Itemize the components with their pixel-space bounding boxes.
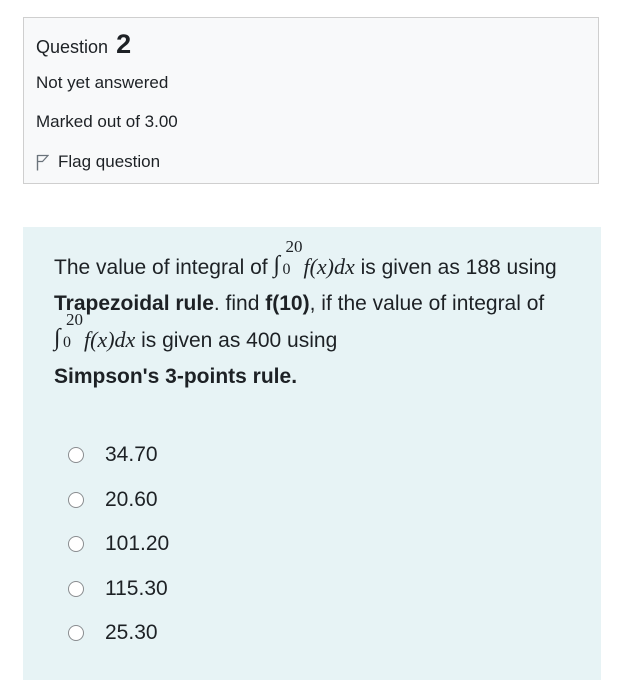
integral1-lower-limit: 0 xyxy=(282,261,291,278)
question-text-part2: is given as 188 using xyxy=(354,256,557,279)
method-simpson: Simpson's 3-points rule. xyxy=(54,365,298,388)
question-text-part5: is given as 400 using xyxy=(135,329,338,352)
answer-label: 101.20 xyxy=(105,532,170,555)
question-status: Not yet answered xyxy=(36,73,169,92)
question-text-part3: . find xyxy=(213,292,266,315)
method-trapezoidal: Trapezoidal rule xyxy=(54,292,214,315)
answer-option[interactable] xyxy=(68,433,169,477)
radio-button[interactable] xyxy=(68,492,84,508)
integral-expression-1 xyxy=(273,237,355,279)
integral-sign-1: ∫ 20 0 xyxy=(273,237,303,278)
answer-label: 115.30 xyxy=(105,576,168,600)
radio-button[interactable] xyxy=(68,625,84,641)
flag-question-label: Flag question xyxy=(58,152,161,171)
integral2-upper-limit: 20 xyxy=(66,310,83,329)
answer-label: 25.30 xyxy=(105,621,158,644)
question-number: 2 xyxy=(116,29,132,59)
question-title xyxy=(36,29,131,62)
integral-sign-2: ∫ 20 0 xyxy=(54,310,83,351)
answer-label: 34.70 xyxy=(105,443,158,466)
integral2-lower-limit: 0 xyxy=(63,334,71,351)
flag-question-link[interactable] xyxy=(36,151,160,173)
question-label: Question xyxy=(36,37,109,57)
radio-button[interactable] xyxy=(68,536,84,552)
answer-option[interactable] xyxy=(68,522,169,566)
question-content-panel xyxy=(23,227,601,680)
question-marks: Marked out of 3.00 xyxy=(36,112,178,131)
question-text-part1: The value of integral of xyxy=(54,256,274,279)
integral2-integrand: f(x)dx xyxy=(84,327,136,352)
answer-option[interactable] xyxy=(68,478,169,522)
integral1-integrand: f(x)dx xyxy=(303,254,355,279)
answer-option[interactable] xyxy=(68,567,169,611)
answer-options xyxy=(68,433,169,656)
integral-expression-2 xyxy=(54,310,136,352)
target-value: f(10) xyxy=(265,292,310,315)
question-text xyxy=(54,237,584,395)
answer-option[interactable] xyxy=(68,611,169,655)
radio-button[interactable] xyxy=(68,581,84,597)
answer-label: 20.60 xyxy=(105,487,158,511)
question-info-panel xyxy=(23,17,599,184)
integral1-upper-limit: 20 xyxy=(285,237,303,256)
question-text-part4: , if the value of integral of xyxy=(309,292,545,315)
radio-button[interactable] xyxy=(68,447,84,463)
flag-outline-icon xyxy=(36,154,49,171)
